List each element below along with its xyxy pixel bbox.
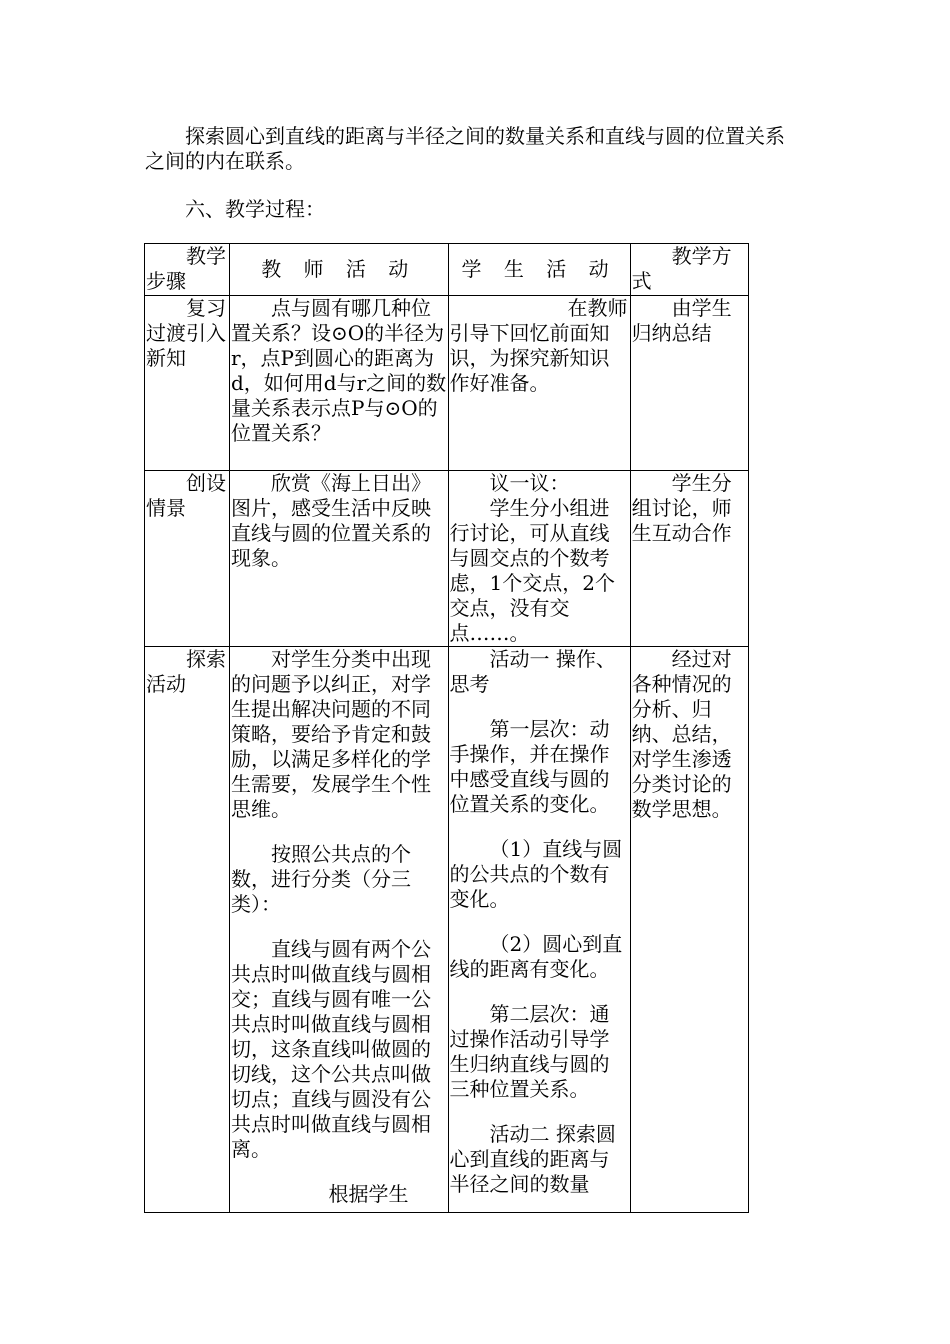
row2-method: 学生分组讨论，师生互动合作 — [630, 471, 748, 647]
intro-paragraph: 探索圆心到直线的距离与半径之间的数量关系和直线与圆的位置关系之间的内在联系。 — [145, 124, 785, 173]
header-method: 教学方式 — [630, 244, 748, 296]
row2-teacher: 欣赏《海上日出》图片，感受生活中反映直线与圆的位置关系的现象。 — [229, 471, 448, 647]
teaching-process-table — [144, 243, 749, 1213]
table-row — [145, 647, 749, 1213]
header-teacher: 教 师 活 动 — [229, 244, 448, 296]
header-step: 教学步骤 — [145, 244, 230, 296]
table-row — [145, 471, 749, 647]
row1-step: 复习过渡引入新知 — [145, 296, 230, 471]
row1-teacher: 点与圆有哪几种位置关系？设⊙O的半径为r，点P到圆心的距离为d，如何用d与r之间的数量关系表示点P与⊙O的位置关系？ — [229, 296, 448, 471]
row1-student: 在教师引导下回忆前面知识，为探究新知识作好准备。 — [448, 296, 630, 471]
row3-teacher: 对学生分类中出现的问题予以纠正，对学生提出解决问题的不同策略，要给予肯定和鼓励，以满足多样化的学生需要，发展学生个性思维。 按照公共点的个数，进行分类（分三类）： 直线与圆有两个公共点时叫做直线与圆相交；直线与圆有唯一公共点时叫做直线与圆相切，这条直线叫做圆的切线，这个公共点叫做切点；直线与圆没有公共点时叫做直线与圆相离。 根据学生 — [229, 647, 448, 1213]
table-row — [145, 296, 749, 471]
row1-method: 由学生归纳总结 — [630, 296, 748, 471]
row2-student: 议一议： 学生分小组进行讨论，可从直线与圆交点的个数考虑，1个交点，2个交点，没有交点……。 — [448, 471, 630, 647]
row2-step: 创设情景 — [145, 471, 230, 647]
header-student: 学 生 活 动 — [448, 244, 630, 296]
row3-method: 经过对各种情况的分析、归纳、总结，对学生渗透分类讨论的数学思想。 — [630, 647, 748, 1213]
row3-step: 探索活动 — [145, 647, 230, 1213]
table-header-row — [145, 244, 749, 296]
section-heading: 六、教学过程： — [185, 197, 325, 221]
row3-student: 活动一 操作、思考 第一层次：动手操作，并在操作中感受直线与圆的位置关系的变化。 （1）直线与圆的公共点的个数有变化。 （2）圆心到直线的距离有变化。 第二层次：通过操作活动引导学生归纳直线与圆的三种位置关系。 活动二 探索圆心到直线的距离与半径之间的数量 — [448, 647, 630, 1213]
